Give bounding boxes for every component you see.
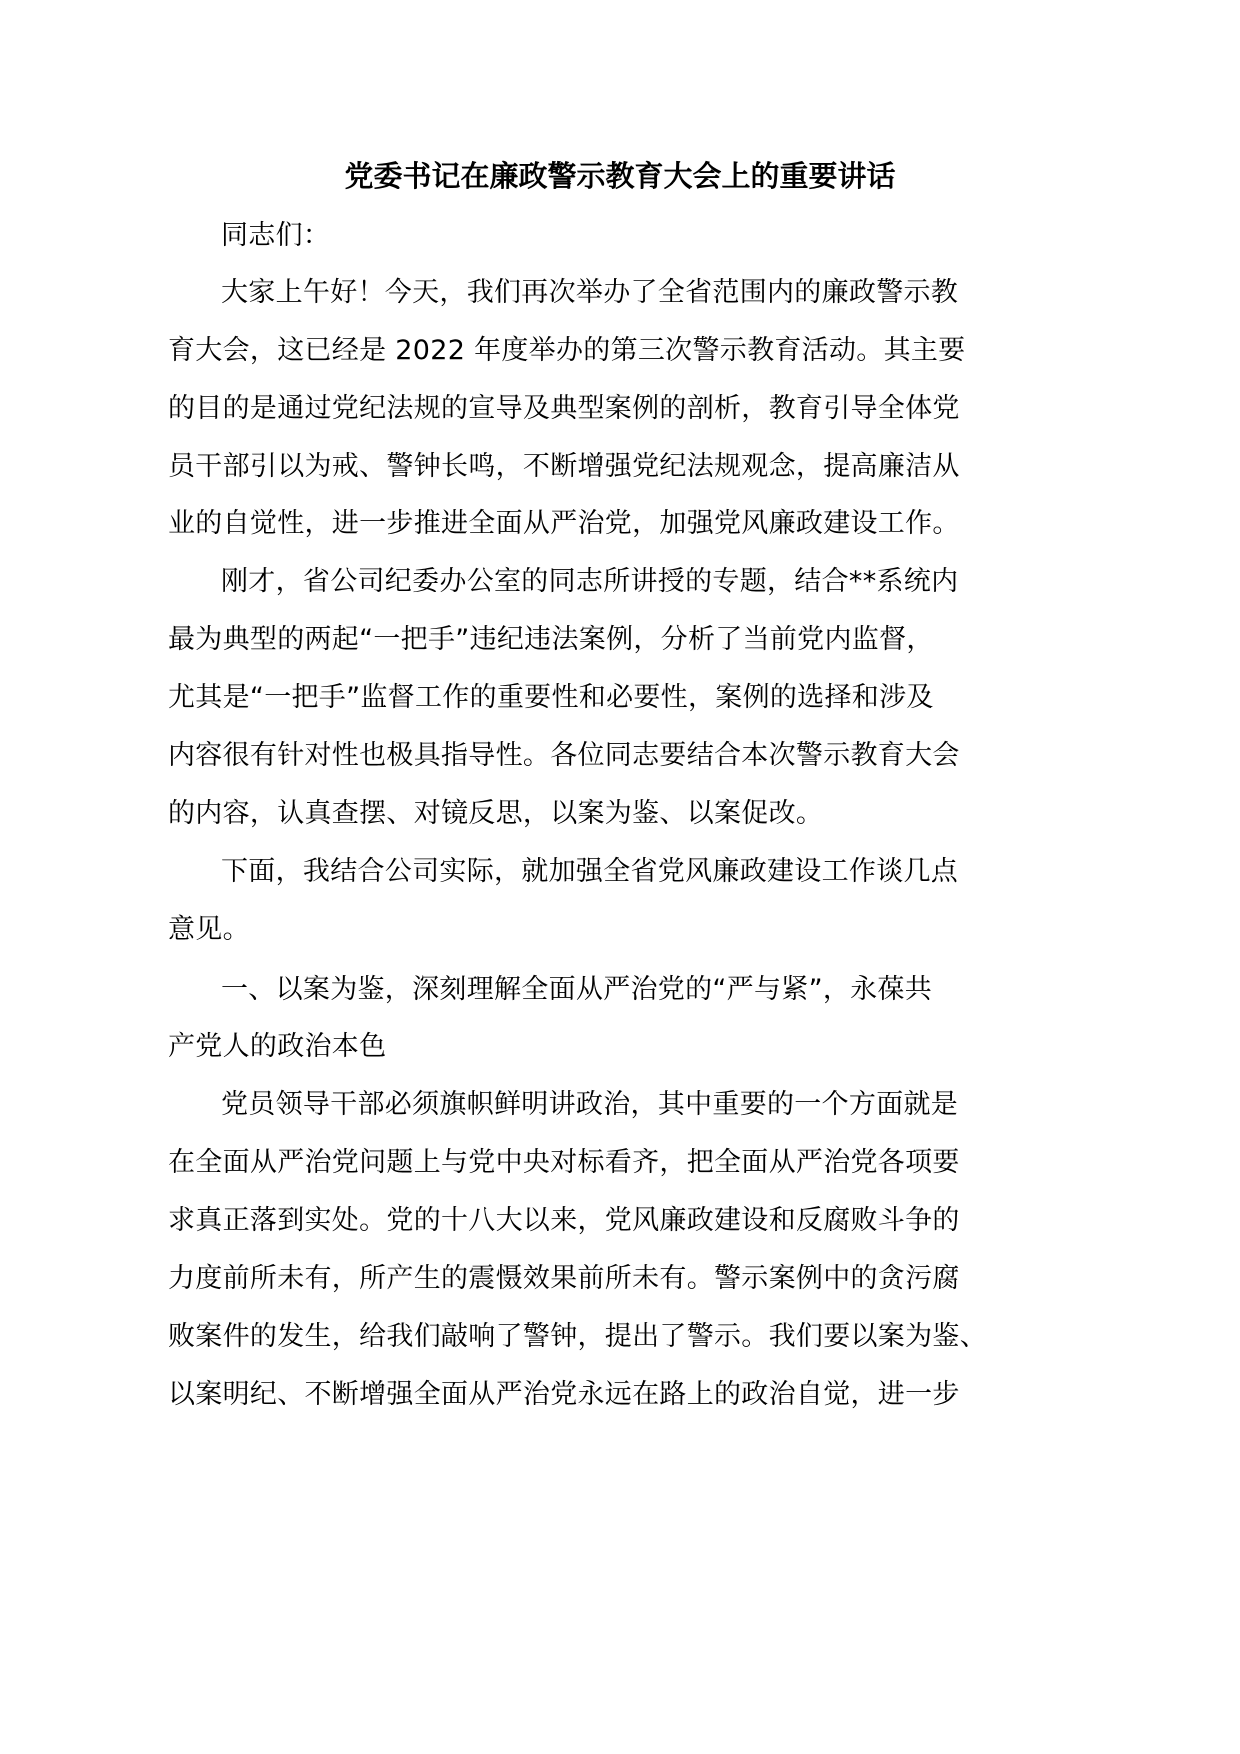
section-heading-line: 一、以案为鉴，深刻理解全面从严治党的“严与紧”，永葆共 xyxy=(221,974,933,1005)
salutation: 同志们： xyxy=(221,220,331,251)
section-heading-line: 产党人的政治本色 xyxy=(168,1031,387,1062)
document-title: 党委书记在廉政警示教育大会上的重要讲话 xyxy=(344,159,896,193)
paragraph-line: 力度前所未有，所产生的震慑效果前所未有。警示案例中的贪污腐 xyxy=(168,1263,960,1294)
paragraph-line: 下面，我结合公司实际，就加强全省党风廉政建设工作谈几点 xyxy=(221,856,959,887)
paragraph-line: 求真正落到实处。党的十八大以来，党风廉政建设和反腐败斗争的 xyxy=(168,1205,960,1236)
paragraph-line: 大家上午好！今天，我们再次举办了全省范围内的廉政警示教 xyxy=(221,277,959,308)
paragraph-line: 的目的是通过党纪法规的宣导及典型案例的剖析，教育引导全体党 xyxy=(168,393,960,424)
paragraph-line: 意见。 xyxy=(168,914,250,945)
paragraph-line: 在全面从严治党问题上与党中央对标看齐，把全面从严治党各项要 xyxy=(168,1147,960,1178)
paragraph-line: 尤其是“一把手”监督工作的重要性和必要性，案例的选择和涉及 xyxy=(168,682,934,713)
paragraph-line: 以案明纪、不断增强全面从严治党永远在路上的政治自觉，进一步 xyxy=(168,1379,960,1410)
paragraph-line: 刚才，省公司纪委办公室的同志所讲授的专题，结合**系统内 xyxy=(221,566,959,597)
paragraph-line: 员干部引以为戒、警钟长鸣，不断增强党纪法规观念，提高廉洁从 xyxy=(168,451,960,482)
paragraph-line: 业的自觉性，进一步推进全面从严治党，加强党风廉政建设工作。 xyxy=(168,508,960,539)
paragraph-line: 党员领导干部必须旗帜鲜明讲政治，其中重要的一个方面就是 xyxy=(221,1089,959,1120)
paragraph-line: 败案件的发生，给我们敲响了警钟，提出了警示。我们要以案为鉴、 xyxy=(168,1321,987,1352)
paragraph-line: 育大会，这已经是 2022 年度举办的第三次警示教育活动。其主要 xyxy=(168,335,966,366)
paragraph-line: 的内容，认真查摆、对镜反思，以案为鉴、以案促改。 xyxy=(168,798,824,829)
paragraph-line: 最为典型的两起“一把手”违纪违法案例，分析了当前党内监督， xyxy=(168,624,934,655)
paragraph-line: 内容很有针对性也极具指导性。各位同志要结合本次警示教育大会 xyxy=(168,740,960,771)
